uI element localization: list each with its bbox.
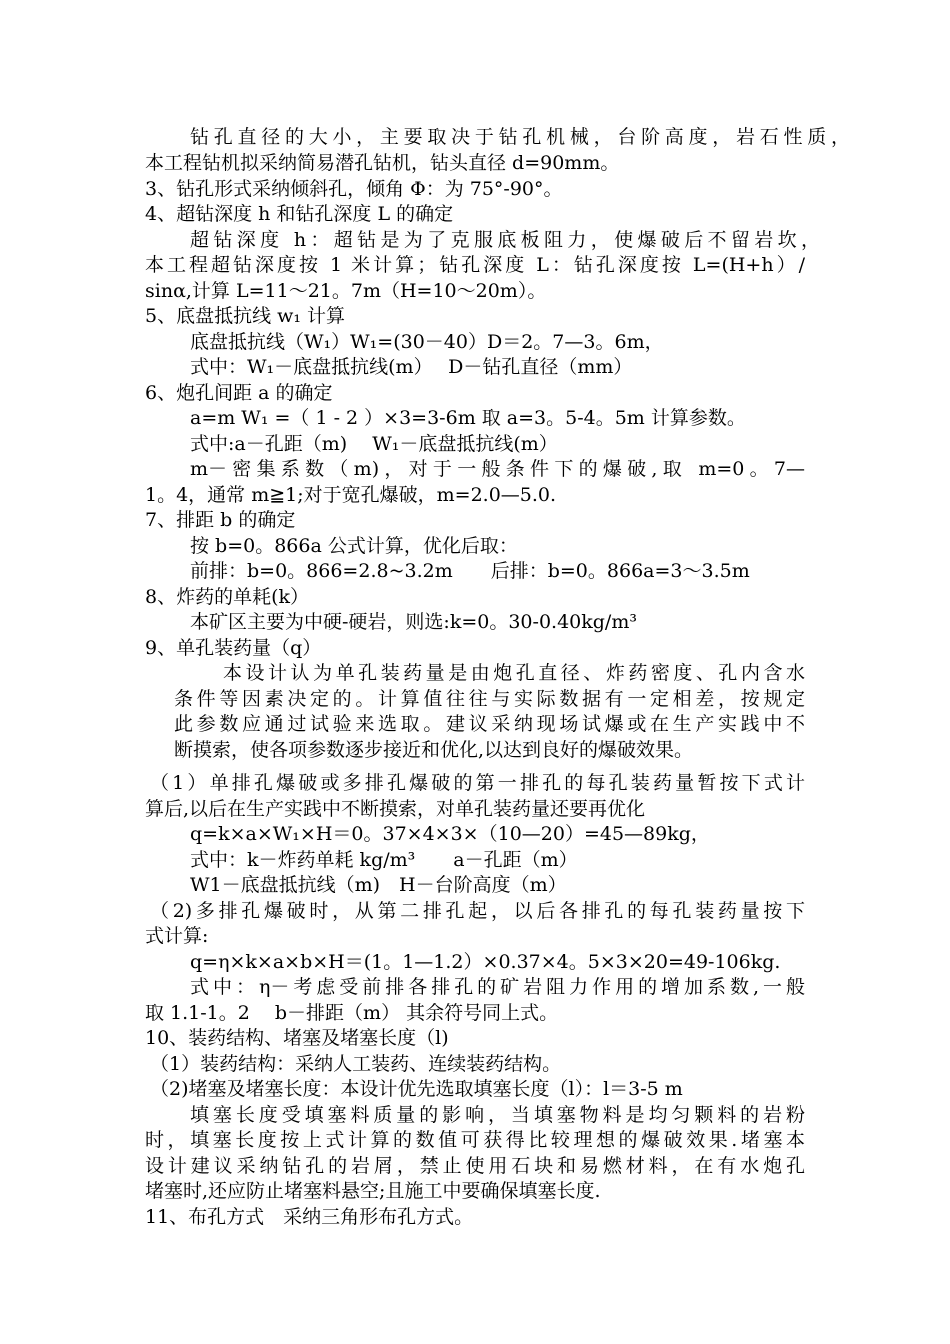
text-line: （2)多排孔爆破时，从第二排孔起，以后各排孔的每孔装药量按下 [150,900,805,922]
text-line: 算后,以后在生产实践中不断摸索，对单孔装药量还要再优化 [145,798,646,820]
formula-line: a=m W₁ =（ 1 - 2 ）×3=3-6m 取 a=3。5-4。5m 计算参数。 [190,407,746,429]
text-line: 断摸索，使各项参数逐步接近和优化,以达到良好的爆破效果。 [174,739,694,761]
text-line: 此参数应通过试验来选取。建议采纳现场试爆或在生产实践中不 [174,713,805,735]
section-heading: 8、炸药的单耗(k） [145,586,310,608]
text-line: 按 b=0。866a 公式计算，优化后取： [190,535,518,557]
text-line: 1。4，通常 m≧1;对于宽孔爆破，m=2.0—5.0. [145,484,557,506]
text-line: 条件等因素决定的。计算值往往与实际数据有一定相差，按规定 [174,688,805,710]
formula-line: q=η×k×a×b×H＝(1。1—1.2）×0.37×4。5×3×20=49-106kg. [190,951,781,973]
text-line: 设计建议采纳钻孔的岩屑，禁止使用石块和易燃材料，在有水炮孔 [145,1155,805,1177]
text-line: 堵塞时,还应防止堵塞料悬空;且施工中要确保填塞长度. [145,1180,601,1202]
section-heading: 10、装药结构、堵塞及堵塞长度（l) [145,1027,449,1049]
text-line: 本设计认为单孔装药量是由炮孔直径、炸药密度、孔内含水 [223,662,805,684]
section-heading: 11、布孔方式 采纳三角形布孔方式。 [145,1206,474,1228]
text-line: 式中：W₁－底盘抵抗线(m） D－钻孔直径（mm） [190,356,633,378]
text-line: 3、钻孔形式采纳倾斜孔，倾角 Φ：为 75°-90°。 [145,178,563,200]
text-line: W1－底盘抵抗线（m) H－台阶高度（m） [190,874,567,896]
text-line: 式中：η－考虑受前排各排孔的矿岩阻力作用的增加系数,一般 [190,976,805,998]
section-heading: 6、炮孔间距 a 的确定 [145,382,333,404]
formula-line: 前排：b=0。866=2.8~3.2m 后排：b=0。866a=3～3.5m [190,560,750,582]
text-line: sinα,计算 L=11～21。7m（H=10～20m）。 [145,280,547,302]
text-line: 时，填塞长度按上式计算的数值可获得比较理想的爆破效果.堵塞本 [145,1129,805,1151]
text-line: 式中：k－炸药单耗 kg/m³ a－孔距（m） [190,849,578,871]
text-line: 本工程超钻深度按 1 米计算；钻孔深度 L：钻孔深度按 L=(H+h）/ [145,254,805,276]
section-heading: 9、单孔装药量（q） [145,637,322,659]
text-line: 填塞长度受填塞料质量的影响，当填塞物料是均匀颗料的岩粉 [190,1104,805,1126]
text-line: 式计算: [145,925,209,947]
text-line: （1）装药结构：采纳人工装药、连续装药结构。 [150,1053,562,1075]
text-line: 式中:a－孔距（m) W₁－底盘抵抗线(m） [190,433,558,455]
section-heading: 4、超钻深度 h 和钻孔深度 L 的确定 [145,203,454,225]
text-line: （2)堵塞及堵塞长度：本设计优先选取填塞长度（l）：l＝3-5 m [150,1078,683,1100]
formula-line: q=k×a×W₁×H＝0。37×4×3×（10—20）=45—89kg， [190,823,710,845]
text-line: 钻孔直径的大小，主要取决于钻孔机械，台阶高度，岩石性质， [190,126,850,148]
text-line: 本矿区主要为中硬-硬岩，则选:k=0。30-0.40kg/m³ [190,611,637,633]
section-heading: 5、底盘抵抗线 w₁ 计算 [145,305,346,327]
text-line: （1）单排孔爆破或多排孔爆破的第一排孔的每孔装药量暂按下式计 [150,772,805,794]
formula-line: 底盘抵抗线（W₁）W₁=(30－40）D＝2。7—3。6m， [190,331,664,353]
section-heading: 7、排距 b 的确定 [145,509,296,531]
text-line: 本工程钻机拟采纳简易潜孔钻机，钻头直径 d=90mm。 [145,152,620,174]
text-line: 超钻深度 h：超钻是为了克服底板阻力，使爆破后不留岩坎， [190,229,820,251]
text-line: 取 1.1-1。2 b－排距（m） 其余符号同上式。 [145,1002,559,1024]
text-line: m－密集系数（m)，对于一般条件下的爆破,取 m=0。7— [190,458,805,480]
